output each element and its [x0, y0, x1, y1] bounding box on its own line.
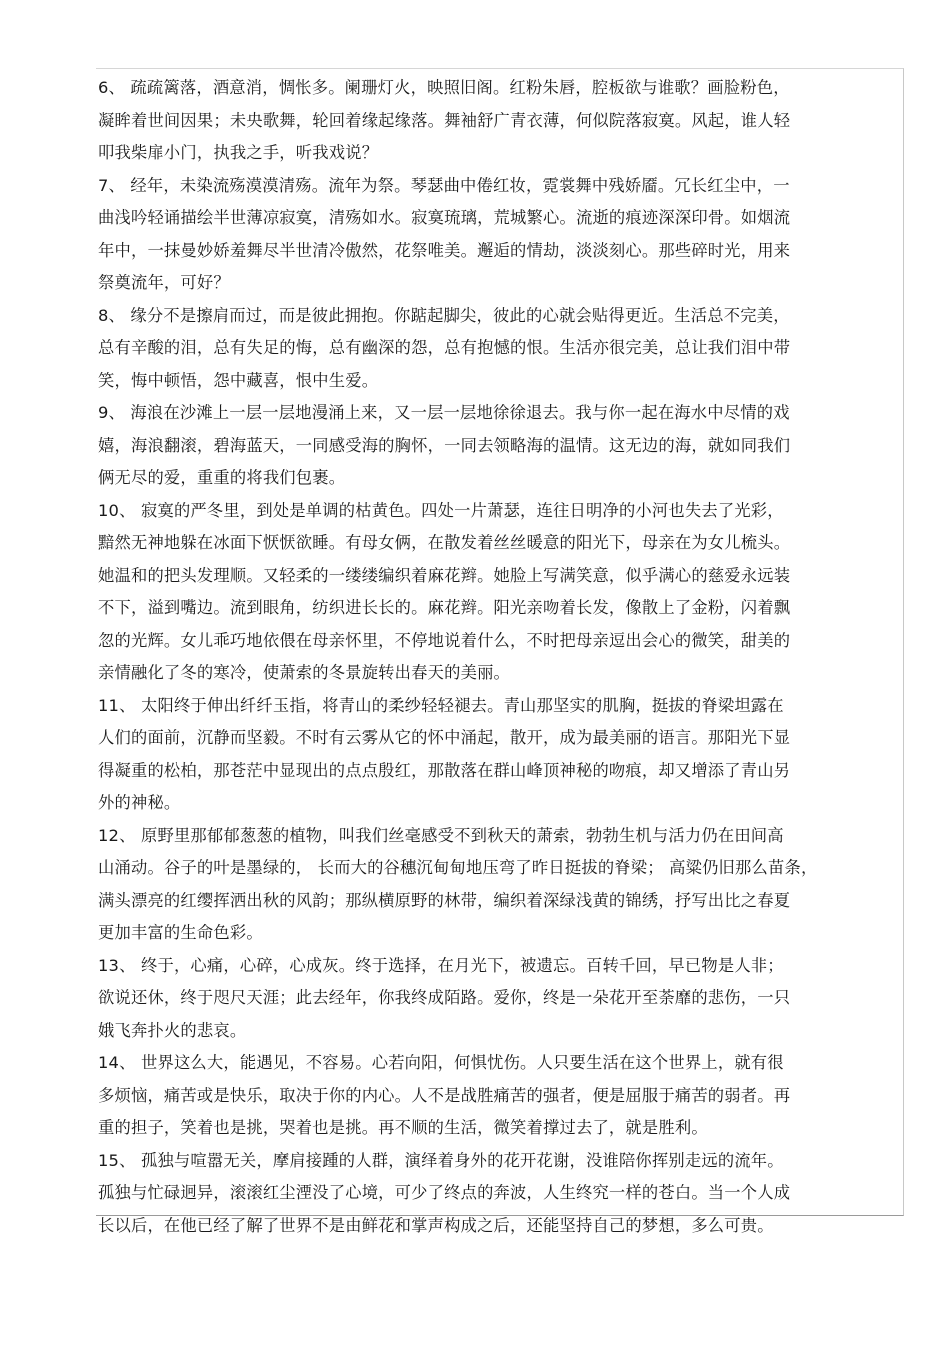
paragraph-line: [98, 950, 898, 983]
paragraph-line: [98, 852, 898, 885]
paragraph-line: [98, 982, 898, 1015]
paragraph-text: 黯然无神地躲在冰面下恹恹欲睡。有母女俩，在散发着丝丝暖意的阳光下，母亲在为女儿梳头。: [98, 533, 791, 552]
paragraph-line: [98, 657, 898, 690]
paragraph-number: 7、: [98, 175, 126, 195]
paragraph-text: 重的担子，笑着也是挑，哭着也是挑。再不顺的生活，微笑着撑过去了，就是胜利。: [98, 1118, 708, 1137]
paragraph-line: [98, 267, 898, 300]
paragraph-number: 11、: [98, 695, 136, 715]
paragraph-text: 长以后，在他已经了解了世界不是由鲜花和掌声构成之后，还能坚持自己的梦想，多么可贵。: [98, 1215, 774, 1235]
paragraph-text: 孤独与忙碌迥异，滚滚红尘湮没了心境，可少了终点的奔波，人生终究一样的苍白。当一个人成: [98, 1183, 791, 1202]
paragraph-text: 凝眸着世间因果；未央歌舞，轮回着缘起缘落。舞袖舒广青衣薄，何似院落寂寞。风起，谁人轻: [98, 110, 791, 130]
paragraph-text: 俩无尽的爱，重重的将我们包裹。: [98, 468, 346, 487]
paragraph-text: 祭奠流年，可好？: [98, 273, 230, 292]
paragraph-text: 不下，溢到嘴边。流到眼角，纺织进长长的。麻花辫。阳光亲吻着长发，像散上了金粉，闪着飘: [98, 598, 791, 617]
paragraph-line: [98, 430, 898, 463]
paragraph-text: 寂寞的严冬里，到处是单调的枯黄色。四处一片萧瑟，连往日明净的小河也失去了光彩，: [135, 500, 784, 520]
paragraph-line: [98, 527, 898, 560]
paragraph-text: 笑，悔中顿悟，怨中藏喜，恨中生爱。: [98, 370, 379, 390]
paragraph-text: 更加丰富的生命色彩。: [98, 923, 263, 942]
paragraph-line: [98, 72, 898, 105]
paragraph-line: [98, 365, 898, 398]
paragraph-text: 太阳终于伸出纤纤玉指，将青山的柔纱轻轻褪去。青山那坚实的肌胸，挺拔的脊梁坦露在: [135, 695, 784, 715]
paragraph-text: 叩我柴扉小门，执我之手，听我戏说？: [98, 143, 379, 162]
paragraph-text: 原野里那郁郁葱葱的植物，叫我们丝毫感受不到秋天的萧索，勃勃生机与活力仍在田间高: [135, 825, 784, 845]
paragraph-text: 缘分不是擦肩而过，而是彼此拥抱。你踮起脚尖，彼此的心就会贴得更近。生活总不完美，: [125, 305, 790, 325]
paragraph-line: [98, 1015, 898, 1048]
paragraph-text: 外的神秘。: [98, 793, 181, 812]
paragraph-line: [98, 397, 898, 430]
paragraph-text: 她温和的把头发理顺。又轻柔的一缕缕编织着麻花辫。她脸上写满笑意，似乎满心的慈爱永远装: [98, 565, 791, 585]
paragraph-text: 海浪在沙滩上一层一层地漫涌上来，又一层一层地徐徐退去。我与你一起在海水中尽情的戏: [125, 403, 790, 422]
paragraph-line: [98, 1145, 898, 1178]
paragraph-text: 曲浅吟轻诵描绘半世薄凉寂寞，清殇如水。寂寞琉璃，荒城繁心。流逝的痕迹深深印骨。如烟流: [98, 208, 791, 227]
paragraph-line: [98, 1112, 898, 1145]
paragraph-text: 终于，心痛，心碎，心成灰。终于选择，在月光下，被遗忘。百转千回，早已物是人非；: [135, 955, 784, 975]
paragraph-line: [98, 1080, 898, 1113]
paragraph-text: 亲情融化了冬的寒冷，使萧索的冬景旋转出春天的美丽。: [98, 663, 511, 682]
paragraph-line: [98, 625, 898, 658]
paragraph-line: [98, 560, 898, 593]
paragraph-text: 多烦恼，痛苦或是快乐，取决于你的内心。人不是战胜痛苦的强者，便是屈服于痛苦的弱者。再: [98, 1085, 791, 1105]
paragraph-text: 得凝重的松柏，那苍茫中显现出的点点殷红，那散落在群山峰顶神秘的吻痕，却又增添了青山另: [98, 760, 791, 780]
paragraph-number: 9、: [98, 403, 126, 422]
paragraph-line: [98, 690, 898, 723]
paragraph-number: 6、: [98, 78, 126, 97]
paragraph-text: 娥飞奔扑火的悲哀。: [98, 1020, 247, 1040]
paragraph-line: [98, 917, 898, 950]
paragraph-line: [98, 820, 898, 853]
paragraph-line: [98, 755, 898, 788]
paragraph-number: 15、: [98, 1150, 136, 1170]
paragraph-text: 山涌动。谷子的叶是墨绿的， 长而大的谷穗沉甸甸地压弯了昨日挺拔的脊梁； 高粱仍旧那么苗条，: [98, 858, 818, 877]
paragraph-text: 孤独与喧嚣无关，摩肩接踵的人群，演绎着身外的花开花谢，没谁陪你挥别走远的流年。: [135, 1150, 784, 1170]
paragraph-line: [98, 1047, 898, 1080]
paragraph-number: 10、: [98, 500, 136, 520]
paragraph-number: 12、: [98, 825, 136, 845]
paragraph-text: 年中，一抹曼妙娇羞舞尽半世清冷傲然，花祭唯美。邂逅的情劫，淡淡刻心。那些碎时光，用来: [98, 240, 791, 260]
paragraph-line: [98, 495, 898, 528]
paragraph-text: 经年，未染流殇漠漠清殇。流年为祭。琴瑟曲中倦红妆，霓裳舞中残娇靥。冗长红尘中，一: [125, 175, 790, 195]
paragraph-text: 人们的面前，沉静而坚毅。不时有云雾从它的怀中涌起，散开，成为最美丽的语言。那阳光下显: [98, 728, 791, 747]
paragraph-text: 满头漂亮的红缨挥洒出秋的风韵；那纵横原野的林带，编织着深绿浅黄的锦绣，抒写出比之春夏: [98, 890, 791, 910]
paragraph-text: 嬉，海浪翻滚，碧海蓝天，一同感受海的胸怀，一同去领略海的温情。这无边的海，就如同我们: [98, 435, 791, 455]
paragraph-line: [98, 885, 898, 918]
paragraph-line: [98, 462, 898, 495]
paragraph-line: [98, 787, 898, 820]
paragraph-line: [98, 1177, 898, 1210]
paragraph-line: [98, 722, 898, 755]
paragraph-text: 疏疏篱落，酒意消，惆怅多。阑珊灯火，映照旧阁。红粉朱唇，腔板欲与谁歌？画脸粉色，: [125, 78, 790, 97]
paragraph-number: 13、: [98, 955, 136, 975]
document-body: [98, 72, 898, 1242]
paragraph-line: [98, 170, 898, 203]
paragraph-line: [98, 105, 898, 138]
paragraph-number: 8、: [98, 305, 126, 325]
paragraph-line: [98, 300, 898, 333]
paragraph-line: [98, 235, 898, 268]
paragraph-line: [98, 137, 898, 170]
paragraph-line: [98, 1210, 898, 1243]
paragraph-text: 总有辛酸的泪，总有失足的悔，总有幽深的怨，总有抱憾的恨。生活亦很完美，总让我们泪中带: [98, 338, 791, 357]
paragraph-line: [98, 202, 898, 235]
paragraph-line: [98, 592, 898, 625]
paragraph-line: [98, 332, 898, 365]
paragraph-text: 世界这么大，能遇见，不容易。心若向阳，何惧忧伤。人只要生活在这个世界上，就有很: [135, 1053, 784, 1072]
paragraph-text: 欲说还休，终于咫尺天涯；此去经年，你我终成陌路。爱你，终是一朵花开至荼靡的悲伤，一只: [98, 988, 791, 1007]
paragraph-text: 忽的光辉。女儿乖巧地依偎在母亲怀里，不停地说着什么，不时把母亲逗出会心的微笑，甜美的: [98, 630, 791, 650]
paragraph-number: 14、: [98, 1053, 136, 1072]
